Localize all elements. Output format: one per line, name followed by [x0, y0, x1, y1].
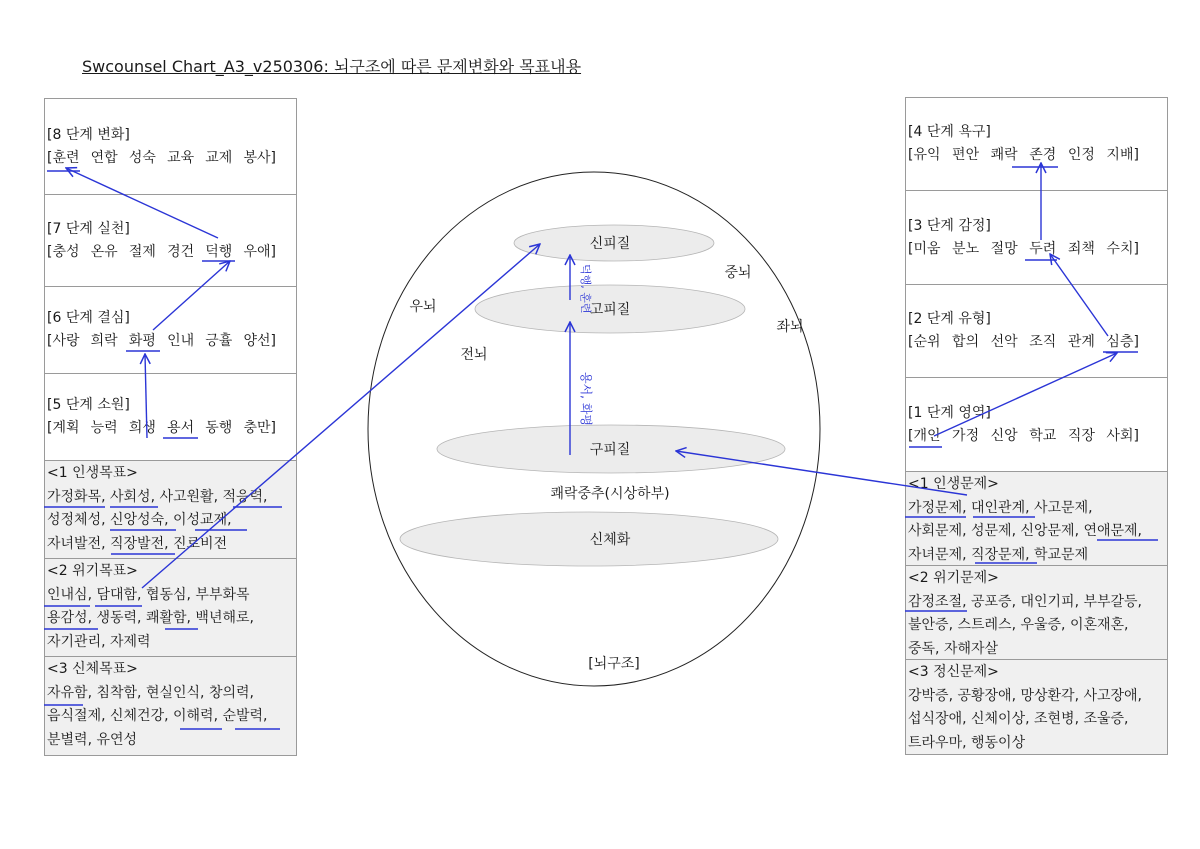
stage-item: 직장 — [1067, 427, 1095, 444]
body-goals-label: <3 신체목표> — [47, 661, 138, 677]
stage-item: 희생 — [128, 420, 156, 436]
stage-item: 선악 — [990, 334, 1018, 350]
stage-item: 편안 — [952, 147, 980, 163]
left-brain-label: 좌뇌 — [776, 319, 804, 335]
neocortex-label: 신피질 — [589, 236, 631, 252]
problem-line: 자녀문제, 직장문제, 학교문제 — [908, 546, 1089, 563]
stage-item: 두려 — [1029, 240, 1057, 257]
stage-item: 지배] — [1106, 147, 1139, 163]
stage-item: 합의 — [952, 334, 980, 350]
problem-line: 불안증, 스트레스, 우울증, 이혼재혼, — [908, 617, 1129, 633]
page-title: Swcounsel Chart_A3_v250306: 뇌구조에 따른 문제변화와 목표내용 — [82, 57, 582, 76]
midbrain-label: 중뇌 — [724, 265, 752, 281]
arrow-stage2-to-stage3 — [1050, 254, 1108, 336]
problem-line: 섭식장애, 신체이상, 조현병, 조울증, — [908, 711, 1129, 727]
goal-line: 인내심, 담대함, 협동심, 부부화목 — [47, 586, 250, 603]
stage-item: 수치] — [1106, 240, 1139, 257]
stage-5-label: [5 단계 소원] — [47, 397, 130, 413]
problem-line: 사회문제, 성문제, 신앙문제, 연애문제, — [908, 523, 1143, 539]
goal-line: 음식절제, 신체건강, 이해력, 순발력, — [47, 708, 268, 724]
stage-item: 죄책 — [1067, 240, 1095, 257]
stage-item: 교육 — [167, 149, 195, 166]
stage-item: 인내 — [167, 333, 195, 349]
stage-item: 관계 — [1067, 334, 1095, 350]
stage-1-label: [1 단계 영역] — [908, 404, 991, 421]
goal-line: 가정화목, 사회성, 사고원활, 적응력, — [47, 488, 268, 505]
stage-item: [순위 — [908, 334, 941, 350]
forebrain-label: 전뇌 — [460, 347, 488, 363]
stage-item: 사회] — [1106, 427, 1139, 444]
pleasure-center-label: 쾌락중추(시상하부) — [550, 486, 670, 502]
stage-item: 연합 — [90, 149, 118, 166]
stage-item: 화평 — [128, 333, 156, 349]
stage-item: 봉사] — [243, 149, 276, 166]
stage-item: [충성 — [47, 243, 80, 260]
stage-item: 학교 — [1029, 427, 1057, 444]
stage-item: 분노 — [952, 240, 980, 257]
stage-item: 온유 — [90, 243, 118, 260]
stage-item: 쾌락 — [990, 147, 1018, 163]
stage-item: 절망 — [990, 240, 1018, 257]
stage-3-label: [3 단계 감정] — [908, 217, 991, 234]
somatization-label: 신체화 — [589, 532, 631, 548]
stage-item: 존경 — [1029, 147, 1057, 163]
stage-4-label: [4 단계 욕구] — [908, 124, 991, 140]
arrow-stage1-to-stage2 — [934, 353, 1117, 436]
arrow-stage6-to-stage7 — [153, 261, 230, 330]
stage-item: 희락 — [90, 333, 118, 349]
crisis-problems-label: <2 위기문제> — [908, 570, 999, 586]
stage-item: [미움 — [908, 240, 941, 257]
arrow-stage7-to-stage8 — [66, 168, 218, 238]
stage-item: 심층] — [1106, 334, 1139, 350]
stage-item: 신앙 — [990, 427, 1018, 444]
stage-item: 성숙 — [128, 149, 156, 166]
problem-line: 트라우마, 행동이상 — [908, 734, 1026, 751]
stage-item: 경건 — [167, 243, 195, 260]
goal-line: 자유함, 침착함, 현실인식, 창의력, — [47, 684, 254, 701]
handwritten-note: 용서, 화평 — [579, 372, 593, 426]
problem-line: 감정조절, 공포증, 대인기피, 부부갈등, — [908, 593, 1143, 610]
stage-item: [유익 — [908, 147, 941, 163]
stage-7-label: [7 단계 실천] — [47, 220, 130, 237]
stage-item: [사랑 — [47, 333, 80, 349]
stage-8-label: [8 단계 변화] — [47, 126, 130, 143]
life-problems-label: <1 인생문제> — [908, 476, 999, 492]
stage-item: 충만] — [243, 420, 276, 436]
pen-underlines — [44, 171, 282, 729]
arrow-stage5-to-stage6 — [145, 354, 147, 438]
stage-item: 양선] — [243, 333, 276, 349]
goal-line: 용감성, 생동력, 쾌활함, 백년해로, — [47, 610, 254, 626]
stage-item: 조직 — [1029, 334, 1057, 350]
stage-item: 인정 — [1067, 147, 1095, 163]
stage-item: [개인 — [908, 427, 941, 444]
stage-item: 덕행 — [205, 243, 233, 260]
stage-item: 능력 — [90, 420, 118, 436]
problem-line: 중독, 자해자살 — [908, 640, 999, 657]
stage-item: 절제 — [128, 243, 156, 260]
goal-line: 자기관리, 자제력 — [47, 633, 151, 650]
stage-2-label: [2 단계 유형] — [908, 311, 991, 327]
stage-item: 긍휼 — [205, 333, 233, 349]
right-brain-label: 우뇌 — [409, 299, 437, 315]
stage-item: 우애] — [243, 243, 276, 260]
crisis-goals-label: <2 위기목표> — [47, 563, 138, 579]
paleocortex-label: 고피질 — [589, 302, 631, 318]
stage-item: [훈련 — [47, 149, 80, 166]
stage-item: [계획 — [47, 420, 80, 436]
brain-structure-caption: [뇌구조] — [588, 656, 640, 672]
problem-line: 강박증, 공황장애, 망상환각, 사고장애, — [908, 687, 1143, 704]
stage-item: 용서 — [167, 420, 195, 436]
handwritten-note: 덕행, 훈련 — [579, 264, 592, 314]
stage-item: 교제 — [205, 149, 233, 166]
pen-underlines-right — [905, 167, 1158, 611]
goal-line: 분별력, 유연성 — [47, 731, 138, 748]
mental-problems-label: <3 정신문제> — [908, 664, 999, 680]
goal-line: 성정체성, 신앙성숙, 이성교제, — [47, 512, 232, 528]
stage-item: 동행 — [205, 420, 233, 436]
archicortex-label: 구피질 — [589, 442, 631, 458]
life-goals-label: <1 인생목표> — [47, 465, 138, 481]
goal-line: 자녀발전, 직장발전, 진로비전 — [47, 535, 228, 552]
stage-6-label: [6 단계 결심] — [47, 310, 130, 326]
stage-item: 가정 — [952, 427, 980, 444]
problem-line: 가정문제, 대인관계, 사고문제, — [908, 499, 1093, 516]
